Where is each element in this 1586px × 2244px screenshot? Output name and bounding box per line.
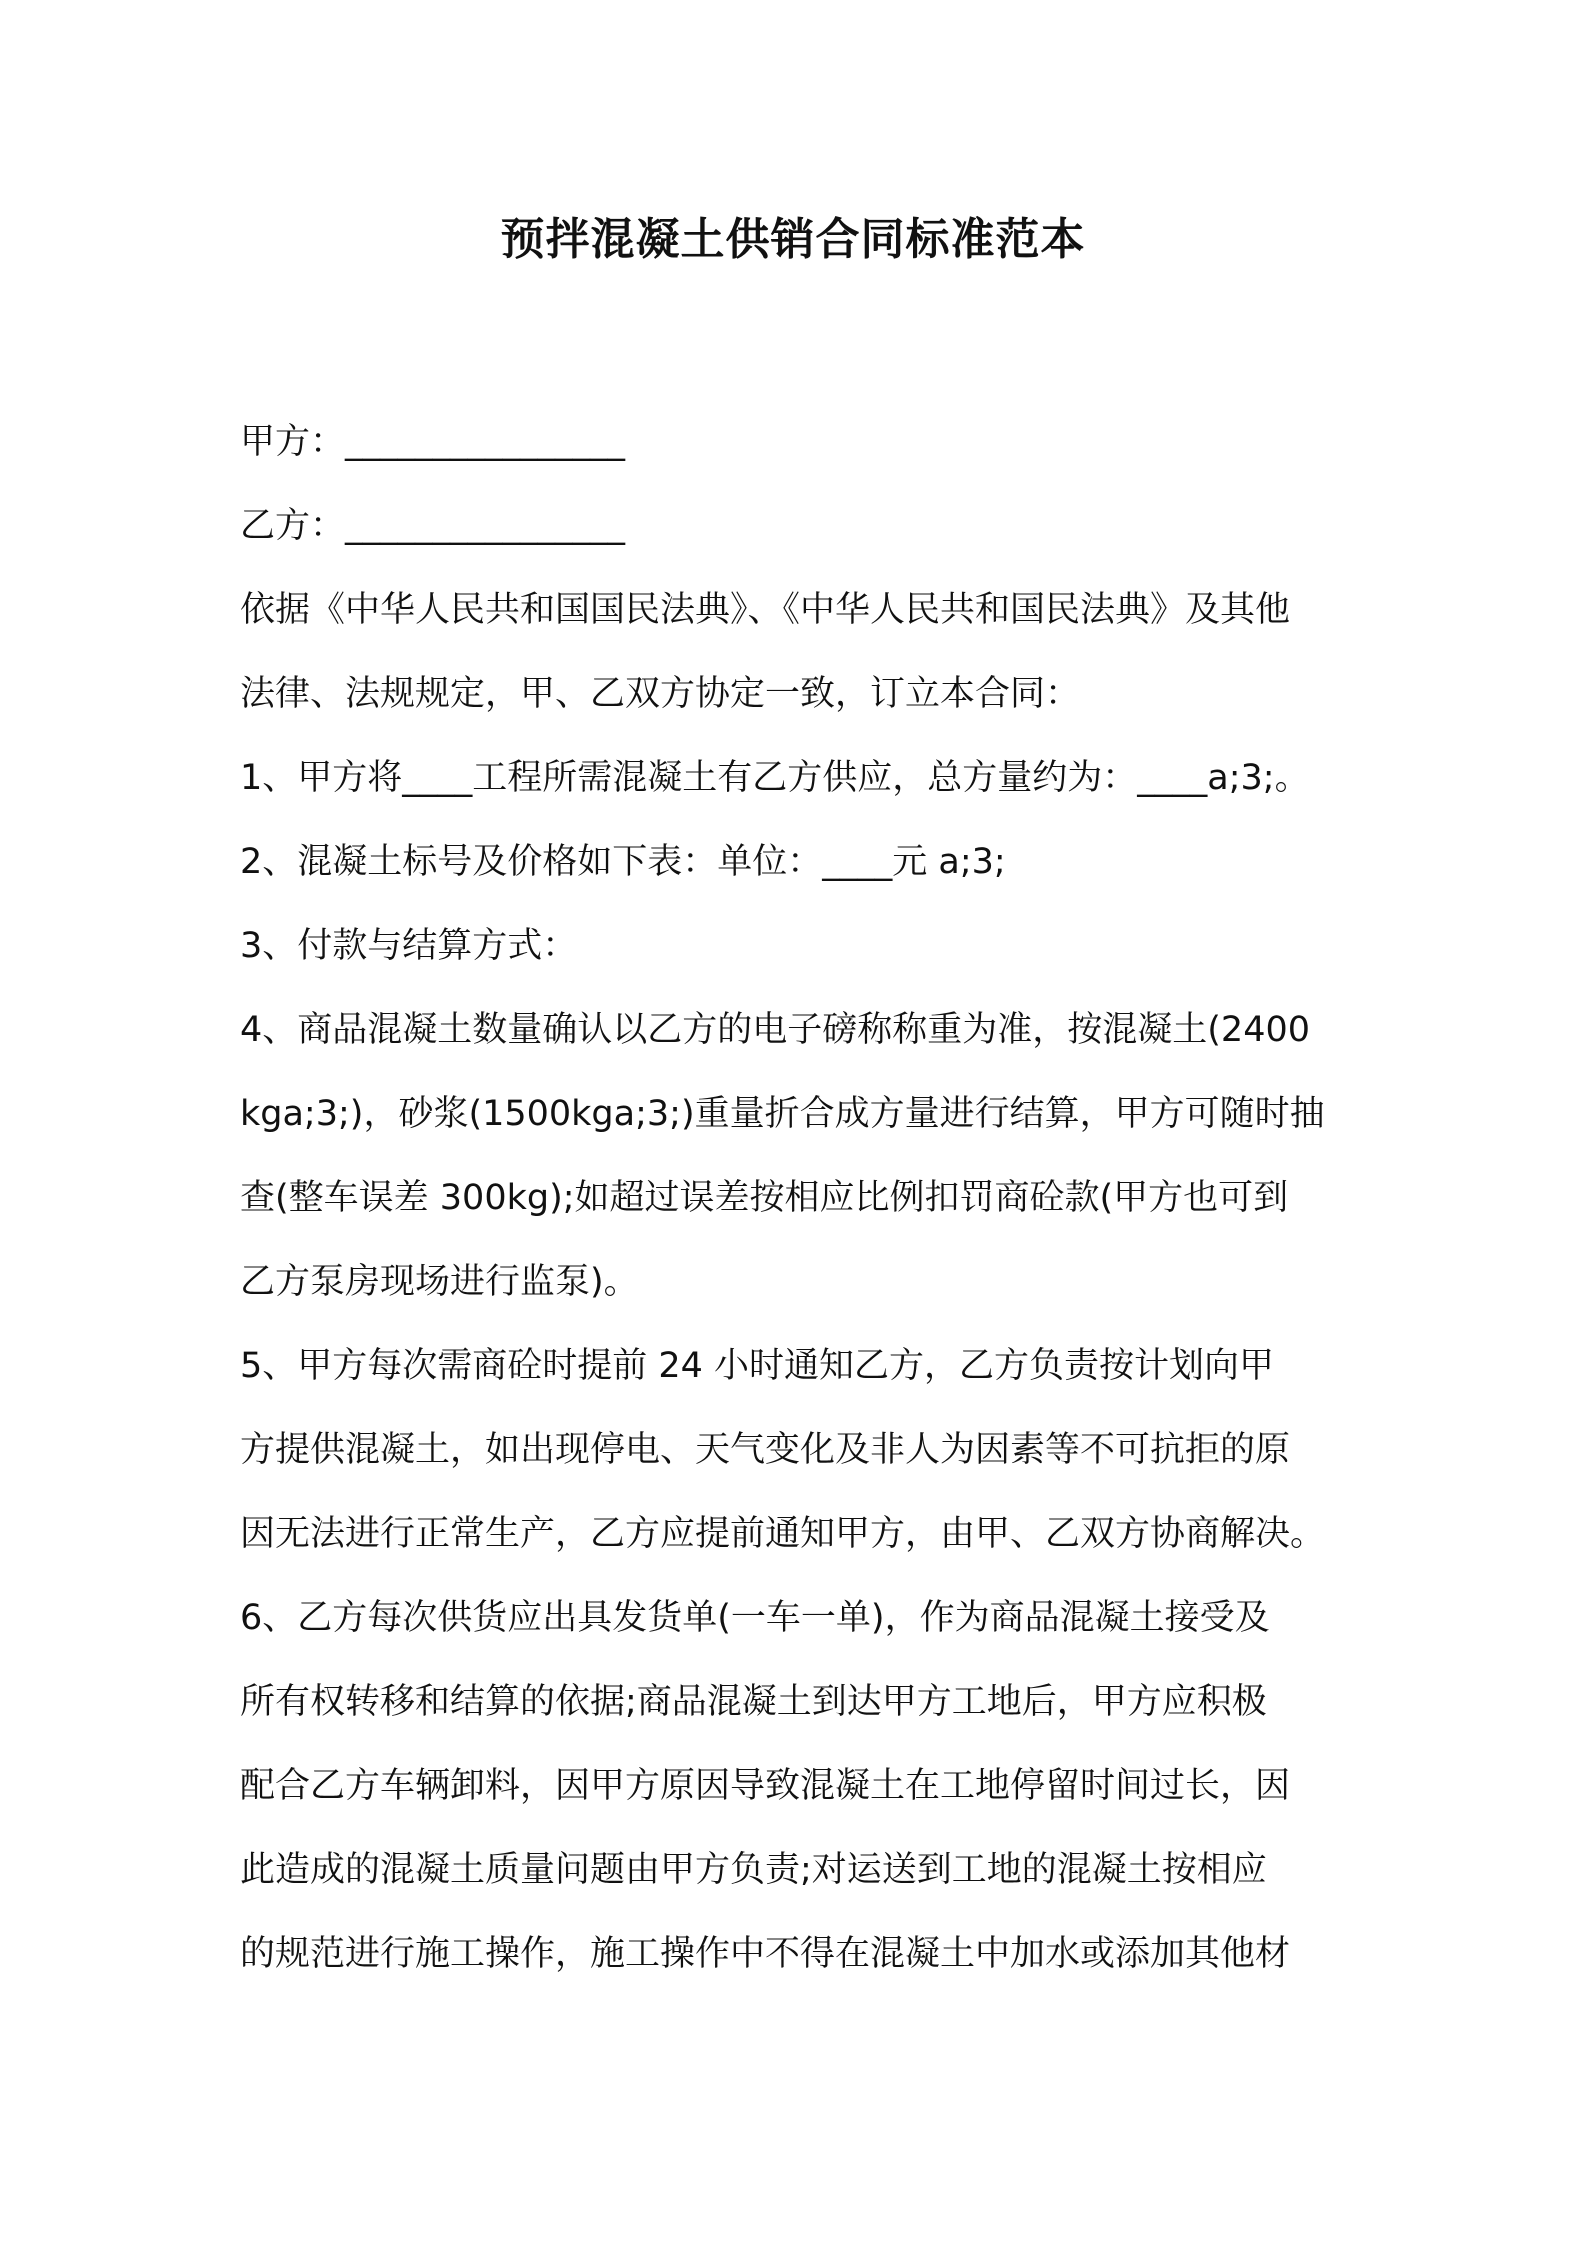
clause-1-line: 1、甲方将____工程所需混凝土有乙方供应，总方量约为：____a;3;。 [240,758,1310,798]
clause-4-line: 查(整车误差 300kg);如超过误差按相应比例扣罚商砼款(甲方也可到 [240,1178,1289,1218]
clause-4-line: 乙方泵房现场进行监泵)。 [240,1262,639,1302]
preamble-line: 法律、法规规定，甲、乙双方协定一致，订立本合同： [240,674,1081,714]
clause-6-line: 6、乙方每次供货应出具发货单(一车一单)，作为商品混凝土接受及 [240,1598,1270,1638]
clause-2-line: 2、混凝土标号及价格如下表：单位：____元 a;3; [240,842,1006,882]
preamble-line: 依据《中华人民共和国国民法典》、《中华人民共和国民法典》及其他 [240,590,1291,630]
party-b-line: 乙方：________________ [240,506,626,546]
clause-4-line: kga;3;)，砂浆(1500kga;3;)重量折合成方量进行结算，甲方可随时抽 [240,1094,1325,1134]
clause-5-line: 方提供混凝土，如出现停电、天气变化及非人为因素等不可抗拒的原 [240,1430,1291,1470]
party-a-line: 甲方：________________ [240,422,626,462]
document-body [240,400,1360,1996]
clause-5-line: 因无法进行正常生产，乙方应提前通知甲方，由甲、乙双方协商解决。 [240,1514,1326,1554]
document-title: 预拌混凝土供销合同标准范本 [500,214,1086,265]
clause-4-line: 4、商品混凝土数量确认以乙方的电子磅称称重为准，按混凝土(2400 [240,1010,1310,1050]
clause-6-line: 所有权转移和结算的依据;商品混凝土到达甲方工地后，甲方应积极 [240,1682,1267,1722]
clause-3-line: 3、付款与结算方式： [240,926,578,966]
clause-5-line: 5、甲方每次需商砼时提前 24 小时通知乙方，乙方负责按计划向甲 [240,1346,1275,1386]
clause-6-line: 的规范进行施工操作，施工操作中不得在混凝土中加水或添加其他材 [240,1934,1291,1974]
clause-6-line: 此造成的混凝土质量问题由甲方负责;对运送到工地的混凝土按相应 [240,1850,1267,1890]
clause-6-line: 配合乙方车辆卸料，因甲方原因导致混凝土在工地停留时间过长，因 [240,1766,1291,1806]
